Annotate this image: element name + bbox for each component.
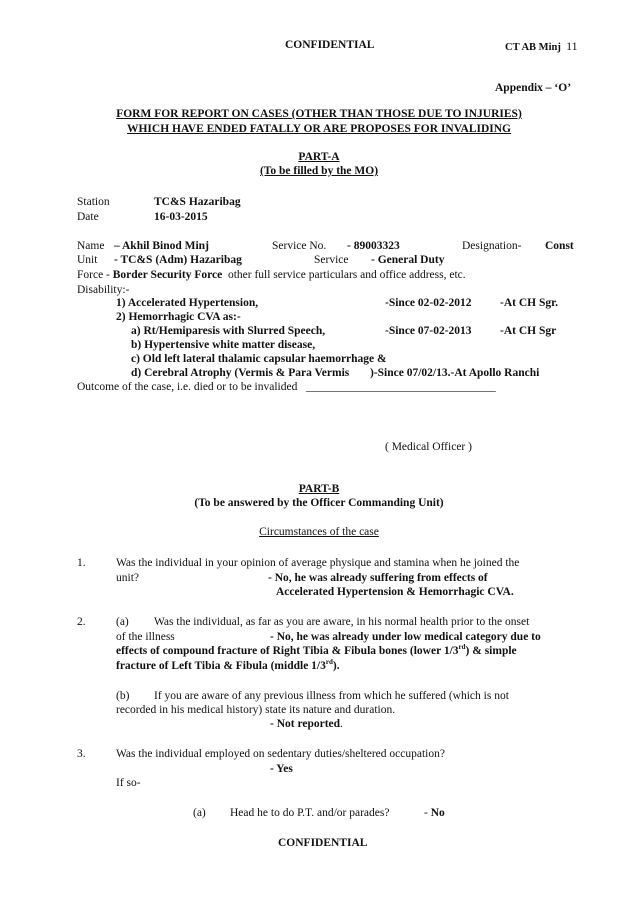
superscript: rd: [458, 643, 466, 652]
appendix-label: Appendix – ‘O’: [495, 82, 572, 94]
question-number: 2.: [77, 616, 86, 628]
header-ref-text: CT AB Minj: [505, 42, 561, 53]
question-3a-label: (a): [193, 807, 206, 819]
question-2a-text-cont: of the illness: [116, 631, 175, 643]
force-rest: other full service particulars and office address, etc.: [227, 269, 466, 281]
page-number: 11: [566, 39, 578, 53]
question-1-text: Was the individual in your opinion of average physique and stamina when he joined the: [116, 557, 520, 569]
answer-2a-text-end: ) & simple: [465, 645, 517, 657]
disability-at: -At CH Sgr: [500, 325, 557, 337]
unit-label: Unit: [77, 254, 98, 266]
question-number: 3.: [77, 748, 86, 760]
answer-3a-text: No: [430, 807, 445, 819]
question-1-text-cont: unit?: [116, 572, 139, 584]
disability-at: -At CH Sgr.: [500, 297, 559, 309]
name-label: Name: [77, 240, 105, 252]
form-title-line1: FORM FOR REPORT ON CASES (OTHER THAN THOSE DUE TO INJURIES): [116, 108, 522, 120]
disability-sub-item: c) Old left lateral thalamic capsular haemorrhage &: [131, 353, 387, 365]
answer-2a-text: fracture of Left Tibia & Fibula (middle 1/3: [116, 660, 326, 672]
header-confidential: CONFIDENTIAL: [285, 39, 375, 51]
disability-sub-item: d) Cerebral Atrophy (Vermis & Para Vermis: [131, 367, 350, 379]
footer-confidential: CONFIDENTIAL: [278, 837, 368, 849]
answer-2a-text: effects of compound fracture of Right Tibia & Fibula bones (lower 1/3: [116, 645, 459, 657]
answer-2a: - No, he was already under low medical category due to: [270, 631, 541, 643]
station-label: Station: [77, 196, 110, 208]
part-a-heading: PART-A: [298, 151, 340, 163]
disability-item: 2) Hemorrhagic CVA as:-: [116, 311, 241, 323]
unit-value: - TC&S (Adm) Hazaribag: [114, 254, 242, 266]
disability-since: -Since 02-02-2012: [385, 297, 472, 309]
name-value: – Akhil Binod Minj: [114, 240, 209, 252]
service-no-label: Service No.: [272, 240, 327, 252]
designation-label: Designation-: [462, 240, 522, 252]
outcome-line: [77, 380, 496, 394]
service-no-value: - 89003323: [347, 240, 400, 252]
date-value: 16-03-2015: [154, 211, 208, 223]
circumstances-heading: Circumstances of the case: [259, 526, 379, 538]
service-value: - General Duty: [371, 254, 445, 266]
disability-sub-item: b) Hypertensive white matter disease,: [131, 339, 316, 351]
question-2b-text: If you are aware of any previous illness from which he suffered (which is not: [154, 690, 509, 702]
disability-item: 1) Accelerated Hypertension,: [116, 297, 259, 309]
question-2b-text-cont: recorded in his medical history) state its nature and duration.: [116, 704, 396, 716]
answer-1-cont: Accelerated Hypertension & Hemorrhagic CVA.: [276, 586, 514, 598]
form-title-line2: WHICH HAVE ENDED FATALLY OR ARE PROPOSES FOR INVALIDING: [126, 123, 512, 135]
answer-3a-dash: -: [424, 807, 428, 819]
question-2a-text: Was the individual, as far as you are aware, in his normal health prior to the onset: [154, 616, 530, 628]
question-2a-label: (a): [116, 616, 129, 628]
disability-since: )-Since 07/02/13.-At Apollo Ranchi: [370, 367, 540, 379]
disability-label: Disability:-: [77, 284, 130, 296]
part-b-subheading: (To be answered by the Officer Commanding Unit): [194, 497, 444, 509]
question-2b-label: (b): [116, 690, 130, 702]
answer-2b: [270, 717, 343, 731]
question-number: 1.: [77, 557, 86, 569]
question-3a-text: Head he to do P.T. and/or parades?: [230, 807, 390, 819]
force-value: Border Security Force: [112, 269, 223, 281]
answer-2a-cont: [116, 659, 340, 673]
answer-2a-cont: [116, 644, 517, 658]
force-line: [77, 268, 466, 282]
answer-2a-text-end: ).: [332, 660, 340, 672]
disability-since: -Since 07-02-2013: [385, 325, 472, 337]
force-label: Force -: [77, 269, 110, 281]
answer-2b-text: - Not reported: [270, 718, 341, 730]
part-a-subheading: (To be filled by the MO): [259, 165, 379, 177]
question-3-if-so: If so-: [116, 777, 141, 789]
answer-2b-period: .: [340, 718, 343, 730]
disability-sub-item: a) Rt/Hemiparesis with Slurred Speech,: [131, 325, 326, 337]
designation-value: Const: [545, 240, 574, 252]
header-ref: [505, 39, 578, 54]
date-label: Date: [77, 211, 99, 223]
outcome-label: Outcome of the case, i.e. died or to be invalided: [77, 381, 298, 393]
service-label: Service: [314, 254, 349, 266]
answer-1: - No, he was already suffering from effects of: [268, 572, 488, 584]
part-b-heading: PART-B: [298, 483, 340, 495]
station-value: TC&S Hazaribag: [154, 196, 241, 208]
answer-3a: [424, 806, 445, 820]
answer-3: - Yes: [270, 763, 293, 775]
superscript: rd: [325, 658, 333, 667]
question-3-text: Was the individual employed on sedentary duties/sheltered occupation?: [116, 748, 445, 760]
medical-officer-signature: ( Medical Officer ): [385, 441, 472, 453]
outcome-blank: _________________________________: [305, 381, 496, 393]
